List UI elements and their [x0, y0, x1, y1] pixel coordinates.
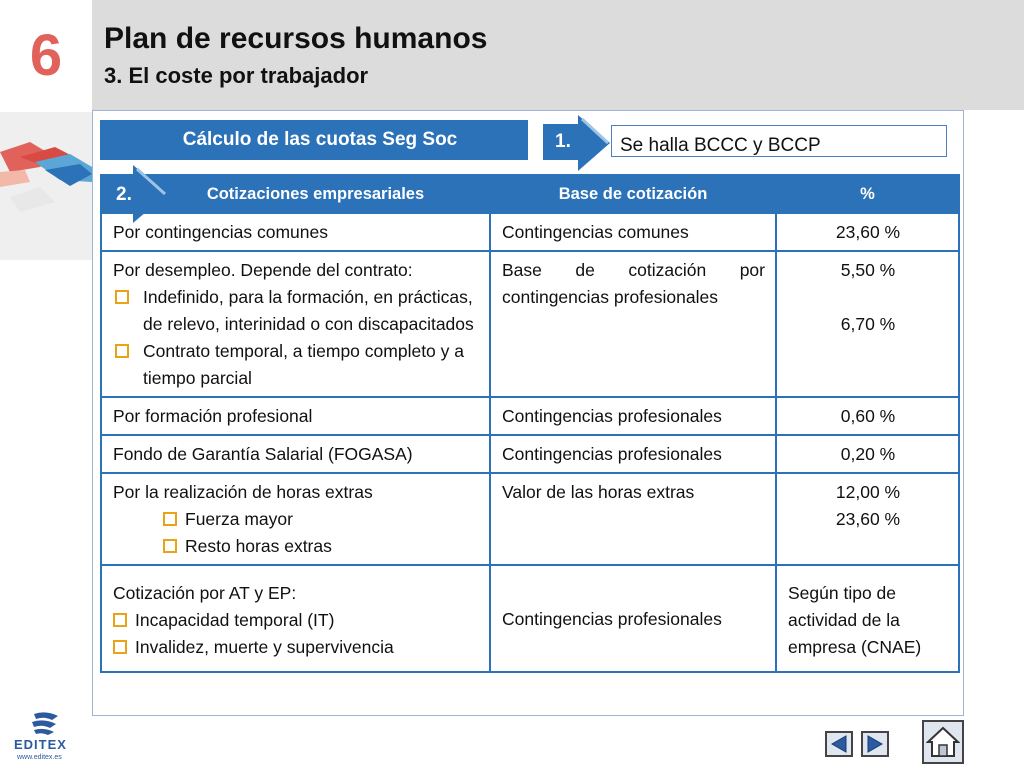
- concept-cell: Por contingencias comunes: [101, 213, 490, 251]
- list-item: Contrato temporal, a tiempo completo y a tiempo parcial: [113, 338, 479, 392]
- list-item: Invalidez, muerte y supervivencia: [113, 634, 479, 661]
- concept-text: Por desempleo. Depende del contrato:: [113, 260, 413, 280]
- base-cell: Contingencias profesionales: [490, 435, 776, 473]
- pct-value: 12,00 %: [835, 482, 901, 502]
- table-row: [101, 213, 959, 251]
- step-1-label: 1.: [543, 124, 583, 160]
- pct-cell: [776, 251, 959, 397]
- concept-text: Cotización por AT y EP:: [113, 583, 297, 603]
- step-2-label: 2.: [104, 176, 138, 214]
- page-subtitle: 3. El coste por trabajador: [104, 63, 369, 88]
- pct-value: 6,70 %: [840, 314, 896, 334]
- calculation-banner: Cálculo de las cuotas Seg Soc: [100, 120, 528, 160]
- pct-cell: Según tipo de actividad de la empresa (CNAE): [776, 565, 959, 672]
- next-button[interactable]: [861, 731, 889, 757]
- logo-text: EDITEX: [14, 737, 67, 752]
- step-1-arrow-icon: [578, 115, 610, 171]
- checkbox-bullet-icon: [115, 290, 129, 304]
- home-button[interactable]: [922, 720, 964, 764]
- list-item: Incapacidad temporal (IT): [113, 607, 479, 634]
- table-row: [101, 435, 959, 473]
- step-1-text: Se halla BCCC y BCCP: [611, 125, 947, 157]
- base-cell: Contingencias comunes: [490, 213, 776, 251]
- concept-cell: Fondo de Garantía Salarial (FOGASA): [101, 435, 490, 473]
- concept-cell: [101, 473, 490, 565]
- list-item: Indefinido, para la formación, en prácticas, de relevo, interinidad o con discapacitados: [113, 284, 479, 338]
- concept-cell: [101, 565, 490, 672]
- header-cell: %: [776, 175, 959, 213]
- table-row: [101, 565, 959, 672]
- base-cell: Contingencias profesionales: [490, 397, 776, 435]
- concept-cell: [101, 251, 490, 397]
- base-cell: Valor de las horas extras: [490, 473, 776, 565]
- base-cell: Base de cotización por contingencias profesionales: [490, 251, 776, 397]
- pct-cell: [776, 473, 959, 565]
- list-item: Resto horas extras: [113, 533, 479, 560]
- triangle-right-icon: [866, 735, 884, 753]
- previous-button[interactable]: [825, 731, 853, 757]
- pct-cell: 0,60 %: [776, 397, 959, 435]
- checkbox-bullet-icon: [163, 512, 177, 526]
- table-row: [101, 473, 959, 565]
- step-2-arrow-icon: [133, 165, 167, 223]
- table-header-row: [101, 175, 959, 213]
- checkbox-bullet-icon: [163, 539, 177, 553]
- header-cell: Base de cotización: [490, 175, 776, 213]
- checkbox-bullet-icon: [113, 613, 127, 627]
- base-cell: Contingencias profesionales: [490, 565, 776, 672]
- home-icon: [926, 725, 960, 759]
- table-row: [101, 397, 959, 435]
- logo-url: www.editex.es: [17, 754, 62, 761]
- table-row: [101, 251, 959, 397]
- handshake-image: [0, 112, 92, 260]
- list-item: Fuerza mayor: [113, 506, 479, 533]
- concept-cell: Por formación profesional: [101, 397, 490, 435]
- checkbox-bullet-icon: [115, 344, 129, 358]
- pct-cell: 0,20 %: [776, 435, 959, 473]
- page-title: Plan de recursos humanos: [104, 22, 488, 55]
- header-cell: Cotizaciones empresariales: [101, 175, 490, 213]
- pct-value: 23,60 %: [835, 509, 901, 529]
- chapter-number: 6: [29, 23, 63, 88]
- concept-text: Por la realización de horas extras: [113, 482, 373, 502]
- checkbox-bullet-icon: [113, 640, 127, 654]
- pct-value: 5,50 %: [840, 260, 896, 280]
- contributions-table: [100, 174, 960, 673]
- pct-cell: 23,60 %: [776, 213, 959, 251]
- triangle-left-icon: [830, 735, 848, 753]
